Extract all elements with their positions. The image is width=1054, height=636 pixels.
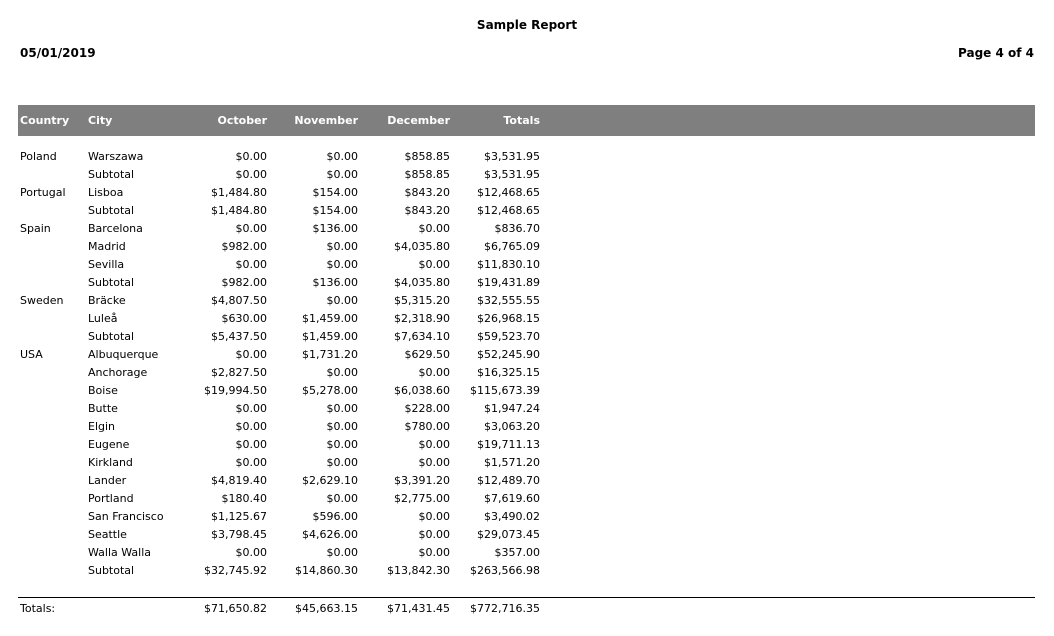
- table-row-filler: [540, 220, 1035, 238]
- table-row: [18, 274, 1035, 292]
- table-row-cell-november: $136.00: [312, 276, 358, 289]
- table-row-cell-october: $3,798.45: [211, 528, 267, 541]
- table-row-cell-city: Lander: [88, 474, 127, 487]
- table-row-cell-totals: $115,673.39: [470, 384, 540, 397]
- header-row-filler: [540, 105, 1035, 136]
- table-row-cell-totals: $1,571.20: [484, 456, 540, 469]
- table-row-cell-city: Lisboa: [88, 186, 124, 199]
- table-row-cell-november: $2,629.10: [302, 474, 358, 487]
- table-row-cell-city: Portland: [88, 492, 134, 505]
- table-row-cell-totals: $3,063.20: [484, 420, 540, 433]
- table-row-cell-city: Walla Walla: [88, 546, 152, 559]
- table-row-cell-country: [18, 256, 88, 274]
- table-row-cell-city: Kirkland: [88, 456, 133, 469]
- grand-totals-cell-december: $71,431.45: [387, 602, 450, 615]
- table-row-cell-december: $7,634.10: [394, 330, 450, 343]
- page-indicator: Page 4 of 4: [958, 46, 1034, 60]
- table-row: [18, 418, 1035, 436]
- table-row-cell-november: $14,860.30: [295, 564, 358, 577]
- table-row-cell-country: [18, 274, 88, 292]
- table-row-cell-city: Elgin: [88, 420, 116, 433]
- table-row-cell-october: $4,819.40: [211, 474, 267, 487]
- table-row-cell-city: Albuquerque: [88, 348, 159, 361]
- report-meta-row: [20, 46, 1034, 62]
- table-row: [18, 526, 1035, 544]
- table-row-cell-october: $1,484.80: [211, 186, 267, 199]
- table-row-cell-november: $0.00: [326, 438, 358, 451]
- table-row: [18, 166, 1035, 184]
- table-row-cell-totals: $19,711.13: [477, 438, 540, 451]
- table-row-cell-totals: $263,566.98: [470, 564, 540, 577]
- table-row: [18, 256, 1035, 274]
- table-row-cell-november: $136.00: [312, 222, 358, 235]
- table-row-cell-october: $0.00: [235, 222, 267, 235]
- table-row-cell-totals: $12,468.65: [477, 186, 540, 199]
- table-row-cell-november: $4,626.00: [302, 528, 358, 541]
- table-row-cell-october: $0.00: [235, 546, 267, 559]
- table-row-cell-totals: $12,468.65: [477, 204, 540, 217]
- table-row-filler: [540, 148, 1035, 166]
- table-row-cell-country: Spain: [20, 222, 51, 235]
- table-row: [18, 238, 1035, 256]
- table-row-cell-december: $6,038.60: [394, 384, 450, 397]
- table-row-cell-december: $0.00: [418, 366, 450, 379]
- table-row-cell-december: $2,318.90: [394, 312, 450, 325]
- table-row: [18, 400, 1035, 418]
- table-row-filler: [540, 490, 1035, 508]
- table-row-cell-country: [18, 562, 88, 580]
- table-row-cell-november: $0.00: [326, 294, 358, 307]
- table-row-cell-november: $1,459.00: [302, 312, 358, 325]
- table-row-cell-city: Subtotal: [88, 168, 135, 181]
- table-row-cell-december: $858.85: [404, 168, 450, 181]
- table-row-cell-november: $0.00: [326, 456, 358, 469]
- table-row-cell-country: [18, 328, 88, 346]
- table-row: [18, 202, 1035, 220]
- table-row-cell-november: $154.00: [312, 204, 358, 217]
- table-row-cell-country: [18, 238, 88, 256]
- table-row-cell-country: Sweden: [20, 294, 64, 307]
- table-row-cell-city: Anchorage: [88, 366, 148, 379]
- table-row-filler: [540, 274, 1035, 292]
- table-row-cell-city: Madrid: [88, 240, 126, 253]
- table-row-cell-totals: $357.00: [494, 546, 540, 559]
- table-row-filler: [540, 184, 1035, 202]
- table-row-cell-october: $32,745.92: [204, 564, 267, 577]
- table-row-cell-october: $180.40: [221, 492, 267, 505]
- grand-totals-cell-city: [88, 600, 200, 618]
- table-row-cell-country: [18, 202, 88, 220]
- table-row-cell-totals: $52,245.90: [477, 348, 540, 361]
- table-row-filler: [540, 166, 1035, 184]
- table-row-cell-october: $630.00: [221, 312, 267, 325]
- table-row-cell-city: Butte: [88, 402, 118, 415]
- table-row-cell-december: $4,035.80: [394, 276, 450, 289]
- table-row-cell-december: $843.20: [404, 186, 450, 199]
- table-row: [18, 148, 1035, 166]
- header-cell-country: Country: [20, 114, 70, 127]
- table-row-cell-city: Subtotal: [88, 276, 135, 289]
- table-row-filler: [540, 202, 1035, 220]
- table-row-cell-november: $0.00: [326, 420, 358, 433]
- table-row-cell-totals: $1,947.24: [484, 402, 540, 415]
- grand-totals-filler: [540, 600, 1035, 618]
- table-row-filler: [540, 256, 1035, 274]
- table-row-filler: [540, 472, 1035, 490]
- table-row-cell-december: $0.00: [418, 438, 450, 451]
- table-row-cell-october: $0.00: [235, 420, 267, 433]
- table-row-cell-december: $0.00: [418, 222, 450, 235]
- table-row: [18, 472, 1035, 490]
- table-row-cell-totals: $59,523.70: [477, 330, 540, 343]
- table-row-cell-totals: $11,830.10: [477, 258, 540, 271]
- header-cell-december: December: [387, 114, 450, 127]
- table-row-cell-city: Luleå: [88, 312, 118, 325]
- table-row-cell-totals: $16,325.15: [477, 366, 540, 379]
- table-row-cell-november: $1,459.00: [302, 330, 358, 343]
- table-row-cell-october: $0.00: [235, 258, 267, 271]
- table-row-cell-city: Subtotal: [88, 564, 135, 577]
- table-row-cell-december: $5,315.20: [394, 294, 450, 307]
- table-row-cell-country: [18, 544, 88, 562]
- report-date: 05/01/2019: [20, 46, 96, 60]
- table-row-cell-november: $154.00: [312, 186, 358, 199]
- table-row-filler: [540, 562, 1035, 580]
- table-row-cell-october: $0.00: [235, 348, 267, 361]
- table-row-cell-country: [18, 364, 88, 382]
- table-row-cell-totals: $836.70: [494, 222, 540, 235]
- table-row-filler: [540, 364, 1035, 382]
- table-row-cell-country: [18, 472, 88, 490]
- table-row-filler: [540, 526, 1035, 544]
- table-row-filler: [540, 508, 1035, 526]
- table-row-cell-city: Seattle: [88, 528, 127, 541]
- report-title: Sample Report: [476, 18, 578, 32]
- grand-totals-cell-totals: $772,716.35: [470, 602, 540, 615]
- table-row-filler: [540, 436, 1035, 454]
- table-row-cell-november: $596.00: [312, 510, 358, 523]
- table-row-cell-december: $843.20: [404, 204, 450, 217]
- table-row-filler: [540, 418, 1035, 436]
- table-row-cell-november: $1,731.20: [302, 348, 358, 361]
- table-row-cell-october: $982.00: [221, 240, 267, 253]
- table-row-cell-totals: $32,555.55: [477, 294, 540, 307]
- table-row-cell-october: $0.00: [235, 168, 267, 181]
- table-row-cell-country: Poland: [20, 150, 57, 163]
- table-row: [18, 184, 1035, 202]
- header-row: [18, 105, 1035, 136]
- table-row-cell-city: Eugene: [88, 438, 130, 451]
- table-row-filler: [540, 544, 1035, 562]
- table-row-cell-country: [18, 400, 88, 418]
- table-row-cell-december: $780.00: [404, 420, 450, 433]
- table-row: [18, 310, 1035, 328]
- table-row-cell-country: [18, 436, 88, 454]
- table-row-cell-totals: $3,490.02: [484, 510, 540, 523]
- table-row-cell-country: Portugal: [20, 186, 66, 199]
- table-row-cell-country: [18, 166, 88, 184]
- header-cell-october: October: [217, 114, 267, 127]
- table-row-cell-december: $13,842.30: [387, 564, 450, 577]
- table-row-cell-december: $3,391.20: [394, 474, 450, 487]
- table-row-cell-december: $858.85: [404, 150, 450, 163]
- table-row-cell-country: [18, 418, 88, 436]
- table-row-cell-october: $1,484.80: [211, 204, 267, 217]
- table-row-filler: [540, 346, 1035, 364]
- table-row-cell-november: $0.00: [326, 258, 358, 271]
- table-row-cell-october: $982.00: [221, 276, 267, 289]
- table-row-filler: [540, 328, 1035, 346]
- table-row-cell-totals: $19,431.89: [477, 276, 540, 289]
- table-row-cell-october: $2,827.50: [211, 366, 267, 379]
- table-row-cell-december: $0.00: [418, 258, 450, 271]
- table-row-cell-october: $0.00: [235, 438, 267, 451]
- table-row-cell-november: $0.00: [326, 168, 358, 181]
- grand-totals: [18, 600, 1035, 618]
- table-row: [18, 544, 1035, 562]
- table-row-cell-november: $0.00: [326, 492, 358, 505]
- table-row-cell-city: Warszawa: [88, 150, 144, 163]
- table-row-cell-december: $0.00: [418, 510, 450, 523]
- header-cell-november: November: [294, 114, 358, 127]
- grand-totals-cell-november: $45,663.15: [295, 602, 358, 615]
- table-row: [18, 562, 1035, 580]
- table-row-cell-december: $4,035.80: [394, 240, 450, 253]
- table-row-cell-totals: $3,531.95: [484, 150, 540, 163]
- table-row: [18, 508, 1035, 526]
- table-row-cell-november: $0.00: [326, 402, 358, 415]
- table-row-cell-october: $5,437.50: [211, 330, 267, 343]
- table-row: [18, 220, 1035, 238]
- table-row-cell-country: [18, 454, 88, 472]
- table-row-cell-october: $4,807.50: [211, 294, 267, 307]
- table-header: [18, 105, 1035, 136]
- table-row-cell-totals: $12,489.70: [477, 474, 540, 487]
- table-row-cell-totals: $3,531.95: [484, 168, 540, 181]
- table-row: [18, 328, 1035, 346]
- table-row-filler: [540, 310, 1035, 328]
- table-row: [18, 364, 1035, 382]
- header-cell-city: City: [88, 114, 113, 127]
- table-row-cell-totals: $29,073.45: [477, 528, 540, 541]
- table-row: [18, 382, 1035, 400]
- table-row-filler: [540, 454, 1035, 472]
- table-row-filler: [540, 400, 1035, 418]
- table-row-cell-country: [18, 382, 88, 400]
- table-row-cell-city: Sevilla: [88, 258, 125, 271]
- table-row-cell-november: $5,278.00: [302, 384, 358, 397]
- table-row-cell-totals: $7,619.60: [484, 492, 540, 505]
- table-row-cell-december: $0.00: [418, 546, 450, 559]
- table-row-cell-november: $0.00: [326, 546, 358, 559]
- table-row-cell-city: Bräcke: [88, 294, 126, 307]
- table-row: [18, 292, 1035, 310]
- table-row-cell-october: $0.00: [235, 150, 267, 163]
- table-row-filler: [540, 238, 1035, 256]
- table-row-cell-october: $19,994.50: [204, 384, 267, 397]
- table-row-cell-country: USA: [20, 348, 43, 361]
- header-cell-totals: Totals: [503, 114, 540, 127]
- table-row-cell-october: $0.00: [235, 456, 267, 469]
- table-row-cell-country: [18, 508, 88, 526]
- table-row: [18, 490, 1035, 508]
- table-row-cell-october: $0.00: [235, 402, 267, 415]
- table-row: [18, 346, 1035, 364]
- table-row: [18, 454, 1035, 472]
- table-row-cell-city: San Francisco: [88, 510, 164, 523]
- table-body: [18, 148, 1035, 580]
- grand-totals-cell-country: Totals:: [20, 602, 56, 615]
- grand-totals-cell-october: $71,650.82: [204, 602, 267, 615]
- table-row-cell-totals: $6,765.09: [484, 240, 540, 253]
- table-row-cell-city: Subtotal: [88, 330, 135, 343]
- table-row-cell-country: [18, 310, 88, 328]
- table-row-cell-december: $0.00: [418, 456, 450, 469]
- table-row-filler: [540, 292, 1035, 310]
- table-row-cell-october: $1,125.67: [211, 510, 267, 523]
- table-row-filler: [540, 382, 1035, 400]
- table-row-cell-totals: $26,968.15: [477, 312, 540, 325]
- table-row-cell-november: $0.00: [326, 150, 358, 163]
- table-row-cell-city: Boise: [88, 384, 118, 397]
- table-row-cell-city: Barcelona: [88, 222, 143, 235]
- table-row-cell-december: $2,775.00: [394, 492, 450, 505]
- table-row-cell-december: $228.00: [404, 402, 450, 415]
- table-row-cell-december: $0.00: [418, 528, 450, 541]
- table-row-cell-november: $0.00: [326, 240, 358, 253]
- table-row-cell-city: Subtotal: [88, 204, 135, 217]
- table-row-cell-november: $0.00: [326, 366, 358, 379]
- table-row-cell-country: [18, 526, 88, 544]
- table-row-cell-december: $629.50: [404, 348, 450, 361]
- table-row-cell-country: [18, 490, 88, 508]
- table-row: [18, 436, 1035, 454]
- grand-totals-row: [18, 597, 1035, 618]
